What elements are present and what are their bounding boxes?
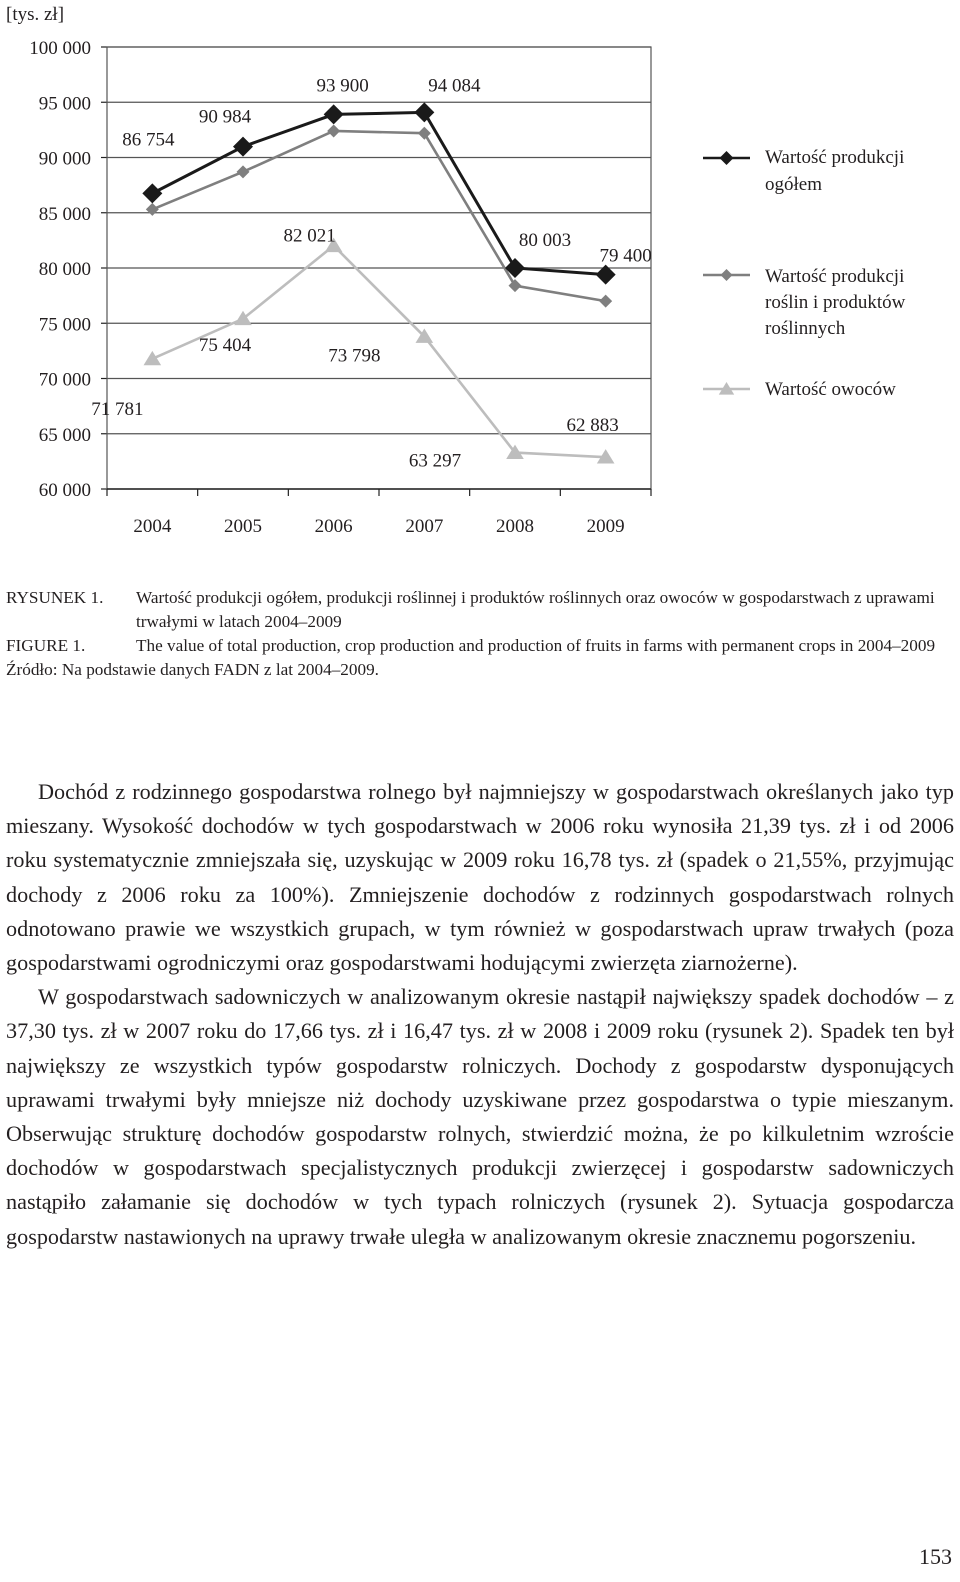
chart-legend <box>703 147 906 400</box>
body-text <box>6 775 954 1254</box>
y-tick-label: 80 000 <box>38 259 91 280</box>
x-tick-label: 2007 <box>405 516 444 537</box>
paragraph-2: W gospodarstwach sadowniczych w analizowanym okresie nastąpił największy spadek dochodów – z 37,30 tys. zł w 2007 roku do 17,66 tys. zł i 16,47 tys. zł w 2008 i 2009 roku (rysunek 2). Spadek ten był największy ze wszystkich typów gospodarstw rolniczych. Dochody z gospodarstw dysponujących uprawami trwałymi były mniejsze niż dochody uzyskiwane przez gospodarstwa o typie mieszanym. Obserwując strukturę dochodów gospodarstw rolnych, stwierdzić można, że po kilkuletnim wzroście dochodów w gospodarstwach specjalistycznych produkcji zwierzęcej i gospodarstw sadowniczych nastąpiło załamanie się dochodów w tych typach rolniczych (rysunek 2). Sytuacja gospodarcza gospodarstw nastawionych na uprawy trwałe uległa w analizowanym okresie znacznemu pogorszeniu. <box>6 984 954 1249</box>
data-point <box>144 351 162 365</box>
y-tick-label: 95 000 <box>38 93 91 115</box>
x-tick-label: 2008 <box>496 516 534 537</box>
y-tick-label: 90 000 <box>38 148 91 170</box>
legend-label: roślinnych <box>765 318 846 339</box>
data-label: 75 404 <box>198 334 252 356</box>
data-point <box>237 165 250 178</box>
legend-marker <box>721 269 733 281</box>
data-label: 63 297 <box>408 450 462 472</box>
legend-label: Wartość owoców <box>765 379 896 400</box>
caption-en-label: FIGURE 1. <box>6 636 86 655</box>
paragraph-1: Dochód z rodzinnego gospodarstwa rolnego był najmniejszy w gospodarstwach określanych jako typ mieszany. Wysokość dochodów w tych gospodarstwach w 2006 roku wynosiła 21,39 tys. zł i od 2006 roku systematycznie zmniejszała się, uzyskując w 2009 roku 16,78 tys. zł (spadek o 21,55%, przyjmując dochody z 2006 roku za 100%). Zmniejszenie dochodów z rodzinnych gospodarstwach rolnych odnotowano prawie we wszystkich grupach, w tym również w gospodarstwach upraw trwałych (poza gospodarstwami ogrodniczymi oraz gospodarstwami hodującymi zwierzęta ziarnożerne). <box>6 779 954 976</box>
data-label: 73 798 <box>328 345 381 367</box>
y-tick-label: 60 000 <box>38 480 91 501</box>
data-label: 90 984 <box>198 106 252 128</box>
x-tick-label: 2004 <box>133 516 172 537</box>
data-label: 94 084 <box>428 75 481 97</box>
figure-source: Źródło: Na podstawie danych FADN z lat 2004–2009. <box>6 660 379 679</box>
data-point <box>146 203 159 216</box>
legend-marker <box>720 151 734 165</box>
chart-data-labels <box>91 75 652 471</box>
caption-pl-text: Wartość produkcji ogółem, produkcji roślinnej i produktów roślinnych oraz owoców w gospodarstwach z uprawami trwałymi w latach 2004–2009 <box>136 588 935 631</box>
data-point <box>414 102 434 122</box>
data-point <box>599 295 612 308</box>
legend-label: Wartość produkcji <box>765 266 905 287</box>
data-label: 80 003 <box>518 229 572 251</box>
x-tick-label: 2005 <box>224 516 262 537</box>
legend-label: ogółem <box>765 174 822 195</box>
y-tick-label: 65 000 <box>38 424 91 446</box>
caption-pl-label: RYSUNEK 1. <box>6 588 104 607</box>
x-tick-label: 2009 <box>586 516 625 537</box>
y-axis-unit: [tys. zł] <box>6 4 65 25</box>
legend-label: Wartość produkcji <box>765 147 905 168</box>
y-tick-label: 85 000 <box>38 203 91 225</box>
legend-label: roślin i produktów <box>765 292 906 313</box>
data-point <box>324 104 344 124</box>
caption-en-text: The value of total production, crop production and production of fruits in farms with permanent crops in 2004–2009 <box>136 636 936 655</box>
data-point <box>509 279 522 292</box>
data-label: 82 021 <box>283 225 336 247</box>
data-point <box>142 183 162 203</box>
series-line <box>152 131 605 301</box>
y-tick-label: 75 000 <box>38 314 91 336</box>
page-number: 153 <box>919 1544 952 1569</box>
data-point <box>233 137 253 157</box>
figure-caption <box>6 586 958 682</box>
data-label: 71 781 <box>91 398 144 420</box>
y-tick-label: 100 000 <box>29 38 91 59</box>
data-label: 62 883 <box>566 415 619 437</box>
line-chart <box>0 0 960 560</box>
x-tick-label: 2006 <box>314 516 353 537</box>
data-point <box>327 124 340 137</box>
data-label: 93 900 <box>316 75 369 97</box>
data-point <box>418 127 431 140</box>
y-tick-label: 70 000 <box>38 369 91 391</box>
data-label: 79 400 <box>599 245 652 267</box>
chart-series <box>142 102 615 463</box>
data-label: 86 754 <box>122 129 175 151</box>
